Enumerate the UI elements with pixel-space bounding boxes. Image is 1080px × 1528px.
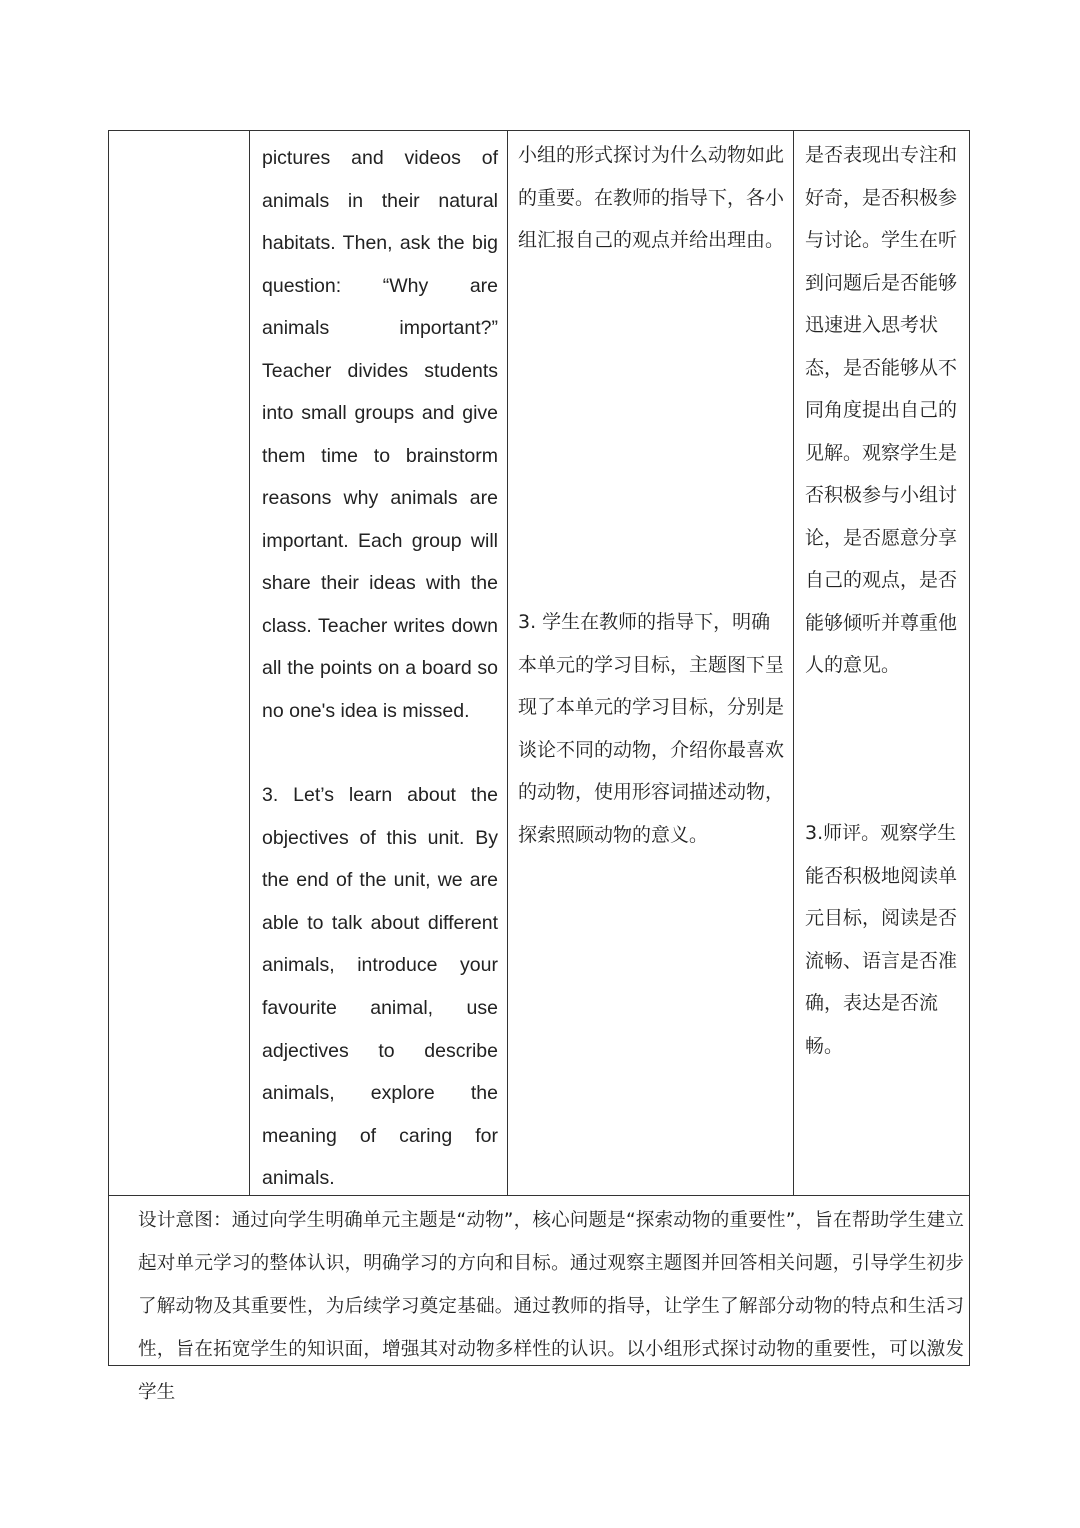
table-row-activities <box>109 131 969 1196</box>
assessment-paragraph-2: 3.师评。观察学生能否积极地阅读单元目标，阅读是否流畅、语言是否准确，表达是否流畅。 <box>805 822 958 1057</box>
student-activity-cell <box>508 131 794 1195</box>
table-row-design-note <box>109 1196 969 1403</box>
lesson-plan-table <box>108 130 970 1403</box>
student-activity-paragraph-2: 3. 学生在教师的指导下，明确本单元的学习目标，主题图下呈现了本单元的学习目标，分别是谈论不同的动物，介绍你最喜欢的动物，使用形容词描述动物，探索照顾动物的意义。 <box>518 611 785 846</box>
student-activity-paragraph-1: 小组的形式探讨为什么动物如此的重要。在教师的指导下，各小组汇报自己的观点并给出理由。 <box>518 144 785 251</box>
teacher-activity-paragraph-2: 3. Let’s learn about the objectives of this unit. By the end of the unit, we are able to talk about different animals, introduce your favourite animal, use adjectives to describe animals, explore the meaning of caring for animals. <box>262 784 498 1190</box>
assessment-cell <box>794 131 971 1195</box>
teacher-activity-cell <box>250 131 508 1195</box>
design-intent-text: 设计意图：通过向学生明确单元主题是“动物”，核心问题是“探索动物的重要性”，旨在帮助学生建立起对单元学习的整体认识，明确学习的方向和目标。通过观察主题图并回答相关问题，引导学生初步了解动物及其重要性，为后续学习奠定基础。通过教师的指导，让学生了解部分动物的特点和生活习性，旨在拓宽学生的知识面，增强其对动物多样性的认识。以小组形式探讨动物的重要性，可以激发学生 <box>138 1210 964 1403</box>
stage-cell <box>109 131 250 1195</box>
teacher-activity-paragraph-1: pictures and videos of animals in their natural habitats. Then, ask the big question: “Why are animals important?” Teacher divides students into small groups and give them time to brainstorm reasons why animals are important. Each group will share their ideas with the class. Teacher writes down all the points on a board so no one's idea is missed. <box>262 147 498 722</box>
assessment-paragraph-1: 是否表现出专注和好奇，是否积极参与讨论。学生在听到问题后是否能够迅速进入思考状态，是否能够从不同角度提出自己的见解。观察学生是否积极参与小组讨论，是否愿意分享自己的观点，是否能够倾听并尊重他人的意见。 <box>805 144 958 676</box>
